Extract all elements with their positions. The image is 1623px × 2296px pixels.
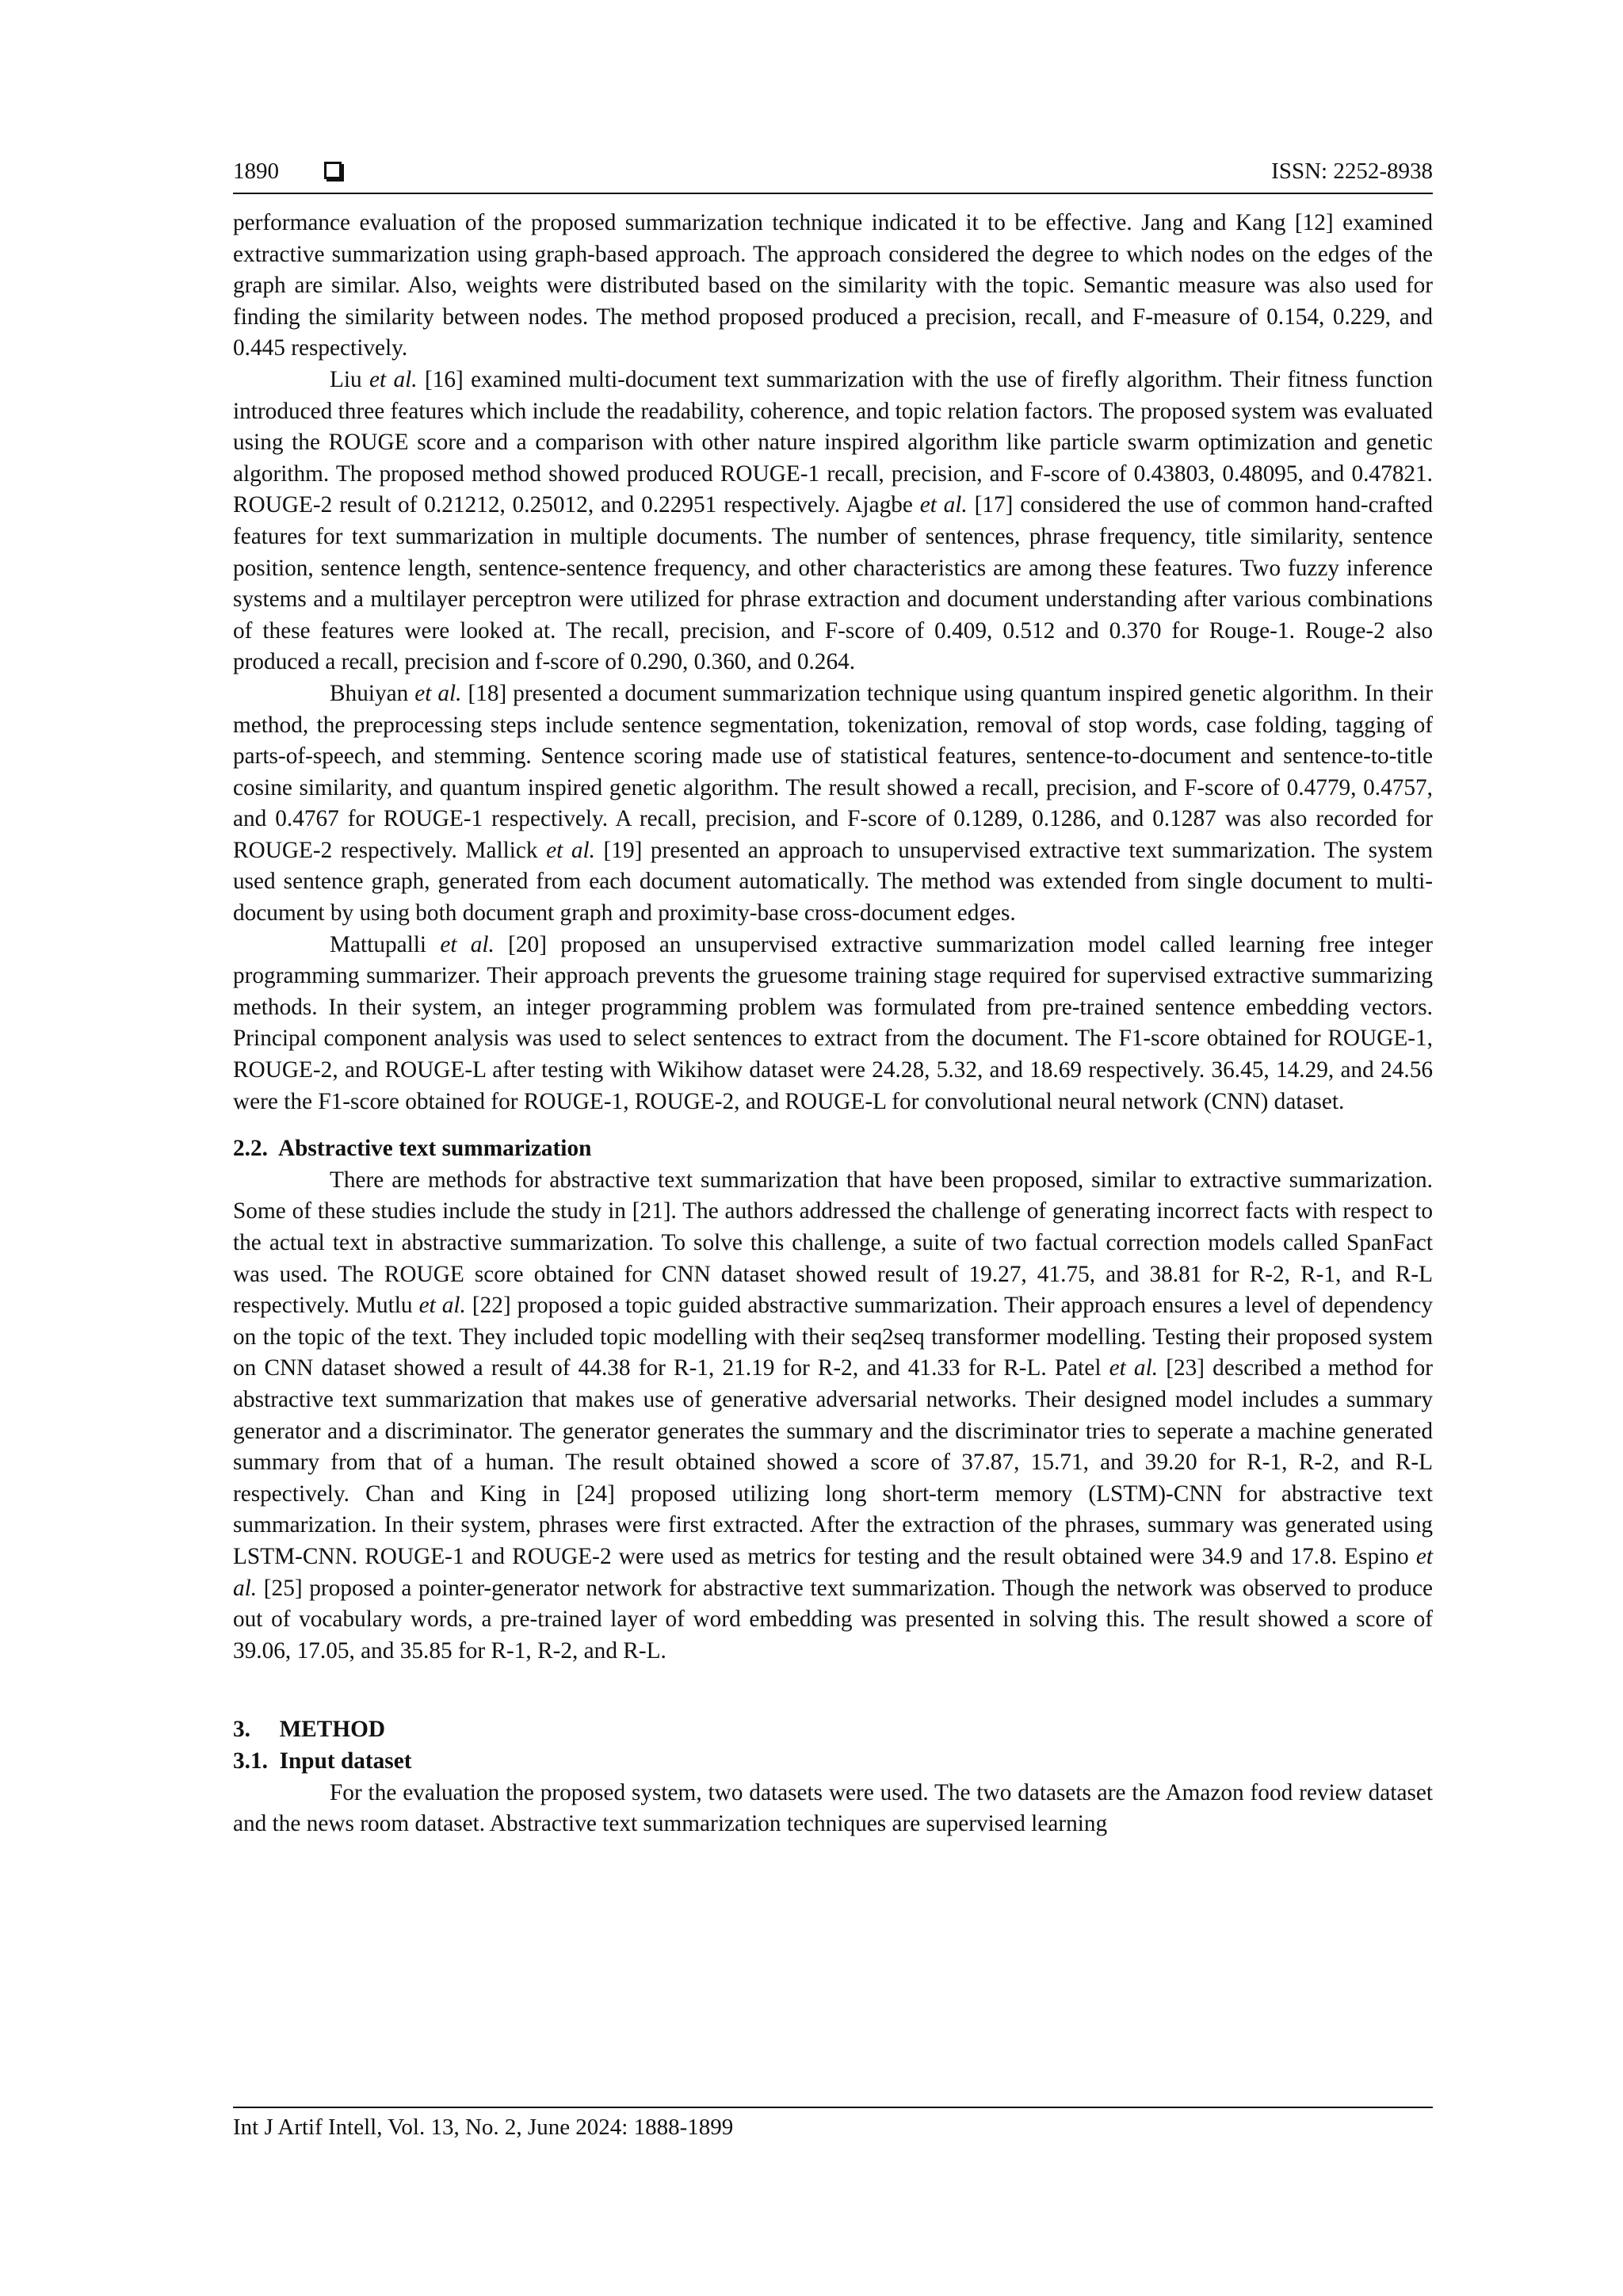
paragraph-jang-kang: performance evaluation of the proposed summarization technique indicated it to be effective. Jang and Kang [12] examined extractive summarization using graph-based approach. The approach considered the degree to which nodes on the edges of the graph are similar. Also, weights were distributed based on the similarity with the topic. Semantic measure was also used for finding the similarity between nodes. The method proposed produced a precision, recall, and F-measure of 0.154, 0.229, and 0.445 respectively. — [233, 210, 1433, 361]
section-heading-3: 3. METHOD — [233, 1717, 386, 1743]
issn-label: ISSN: 2252-8938 — [1271, 159, 1433, 184]
et-al-italic: et al. — [919, 492, 968, 518]
et-al-italic: et al. — [440, 931, 495, 957]
paragraph-abstractive: There are methods for abstractive text summarization that have been proposed, similar to extractive summarization. Some of these studies include the study in [21]. The authors addressed the challenge of generating incorrect facts with respect to the actual text in abstractive summarization. To solve this challenge, a suite of two factual correction models called SpanFact was used. The ROUGE score obtained for CNN dataset showed result of 19.27, 41.75, and 38.81 for R-2, R-1, and R-L respectively. Mutlu et al. [22] proposed a topic guided abstractive summarization. Their approach ensures a level of dependency on the topic of the text. They included topic modelling with their seq2seq transformer modelling. Testing their proposed system on CNN dataset showed a result of 44.38 for R-1, 21.19 for R-2, and 41.33 for R-L. Patel et al. [23] described a method for abstractive text summarization that makes use of generative adversarial networks. Their designed model includes a summary generator and a discriminator. The generator generates the summary and the discriminator tries to seperate a machine generated summary from that of a human. The result obtained showed a score of 37.87, 15.71, and 39.20 for R-1, R-2, and R-L respectively. Chan and King in [24] proposed utilizing long short-term memory (LSTM)-CNN for abstractive text summarization. In their system, phrases were first extracted. After the extraction of the phrases, summary was generated using LSTM-CNN. ROUGE-1 and ROUGE-2 were used as metrics for testing and the result obtained were 34.9 and 17.8. Espino et al. [25] proposed a pointer-generator network for abstractive text summarization. Though the network was observed to produce out of vocabulary words, a pre-trained layer of word embedding was presented in solving this. The result showed a score of 39.06, 17.05, and 35.85 for R-1, R-2, and R-L. — [233, 1167, 1433, 1664]
paragraph-bhuiyan: Bhuiyan et al. [18] presented a document summarization technique using quantum inspired genetic algorithm. In their method, the preprocessing steps include sentence segmentation, tokenization, removal of stop words, case folding, tagging of parts-of-speech, and stemming. Sentence scoring made use of statistical features, sentence-to-document and sentence-to-title cosine similarity, and quantum inspired genetic algorithm. The result showed a recall, precision, and F-score of 0.4779, 0.4757, and 0.4767 for ROUGE-1 respectively. A recall, precision, and F-score of 0.1289, 0.1286, and 0.1287 was also recorded for ROUGE-2 respectively. Mallick et al. [19] presented an approach to unsupervised extractive text summarization. The system used sentence graph, generated from each document automatically. The method was extended from single document to multi-document by using both document graph and proximity-base cross-document edges. — [233, 680, 1433, 926]
footer-rule — [233, 2107, 1433, 2108]
header-rule — [233, 193, 1433, 194]
et-al-italic: et al. — [418, 1293, 466, 1319]
paragraph-liu: Liu et al. [16] examined multi-document text summarization with the use of firefly algorithm. Their fitness function introduced three features which include the readability, coherence, and topic relation factors. The proposed system was evaluated using the ROUGE score and a comparison with other nature inspired algorithm like particle swarm optimization and genetic algorithm. The proposed method showed produced ROUGE-1 recall, precision, and F-score of 0.43803, 0.48095, and 0.47821. ROUGE-2 result of 0.21212, 0.25012, and 0.22951 respectively. Ajagbe et al. [17] considered the use of common hand-crafted features for text summarization in multiple documents. The number of sentences, phrase frequency, title similarity, sentence position, sentence length, sentence-sentence frequency, and other characteristics are among these features. Two fuzzy inference systems and a multilayer perceptron were utilized for phrase extraction and document understanding after various combinations of these features were looked at. The recall, precision, and F-score of 0.409, 0.512 and 0.370 for Rouge-1. Rouge-2 also produced a recall, precision and f-score of 0.290, 0.360, and 0.264. — [233, 366, 1433, 675]
et-al-italic: et al. — [1109, 1355, 1159, 1381]
paragraph-mattupalli: Mattupalli et al. [20] proposed an unsupervised extractive summarization model called learning free integer programming summarizer. Their approach prevents the gruesome training stage required for supervised extractive summarizing methods. In their system, an integer programming problem was formulated from pre-trained sentence embedding vectors. Principal component analysis was used to select sentences to extract from the document. The F1-score obtained for ROUGE-1, ROUGE-2, and ROUGE-L after testing with Wikihow dataset were 24.28, 5.32, and 18.69 respectively. 36.45, 14.29, and 24.56 were the F1-score obtained for ROUGE-1, ROUGE-2, and ROUGE-L for convolutional neural network (CNN) dataset. — [233, 931, 1433, 1114]
section-heading-3-1: 3.1. Input dataset — [233, 1748, 412, 1774]
box-bullet-icon — [324, 162, 342, 179]
et-al-italic: et al. — [546, 837, 595, 863]
section-heading-2-2: 2.2. Abstractive text summarization — [233, 1136, 592, 1162]
page-number: 1890 — [233, 159, 279, 184]
et-al-italic: et al. — [414, 680, 462, 706]
et-al-italic: et al. — [369, 366, 418, 392]
running-header — [233, 155, 1433, 193]
journal-footer: Int J Artif Intell, Vol. 13, No. 2, June 2024: 1888-1899 — [233, 2115, 734, 2140]
main-text — [233, 208, 1433, 1840]
et-al-italic: et al. — [233, 1543, 1433, 1601]
paragraph-input-dataset: For the evaluation the proposed system, two datasets were used. The two datasets are the Amazon food review dataset and the news room dataset. Abstractive text summarization techniques are supervised learning — [233, 1779, 1433, 1837]
